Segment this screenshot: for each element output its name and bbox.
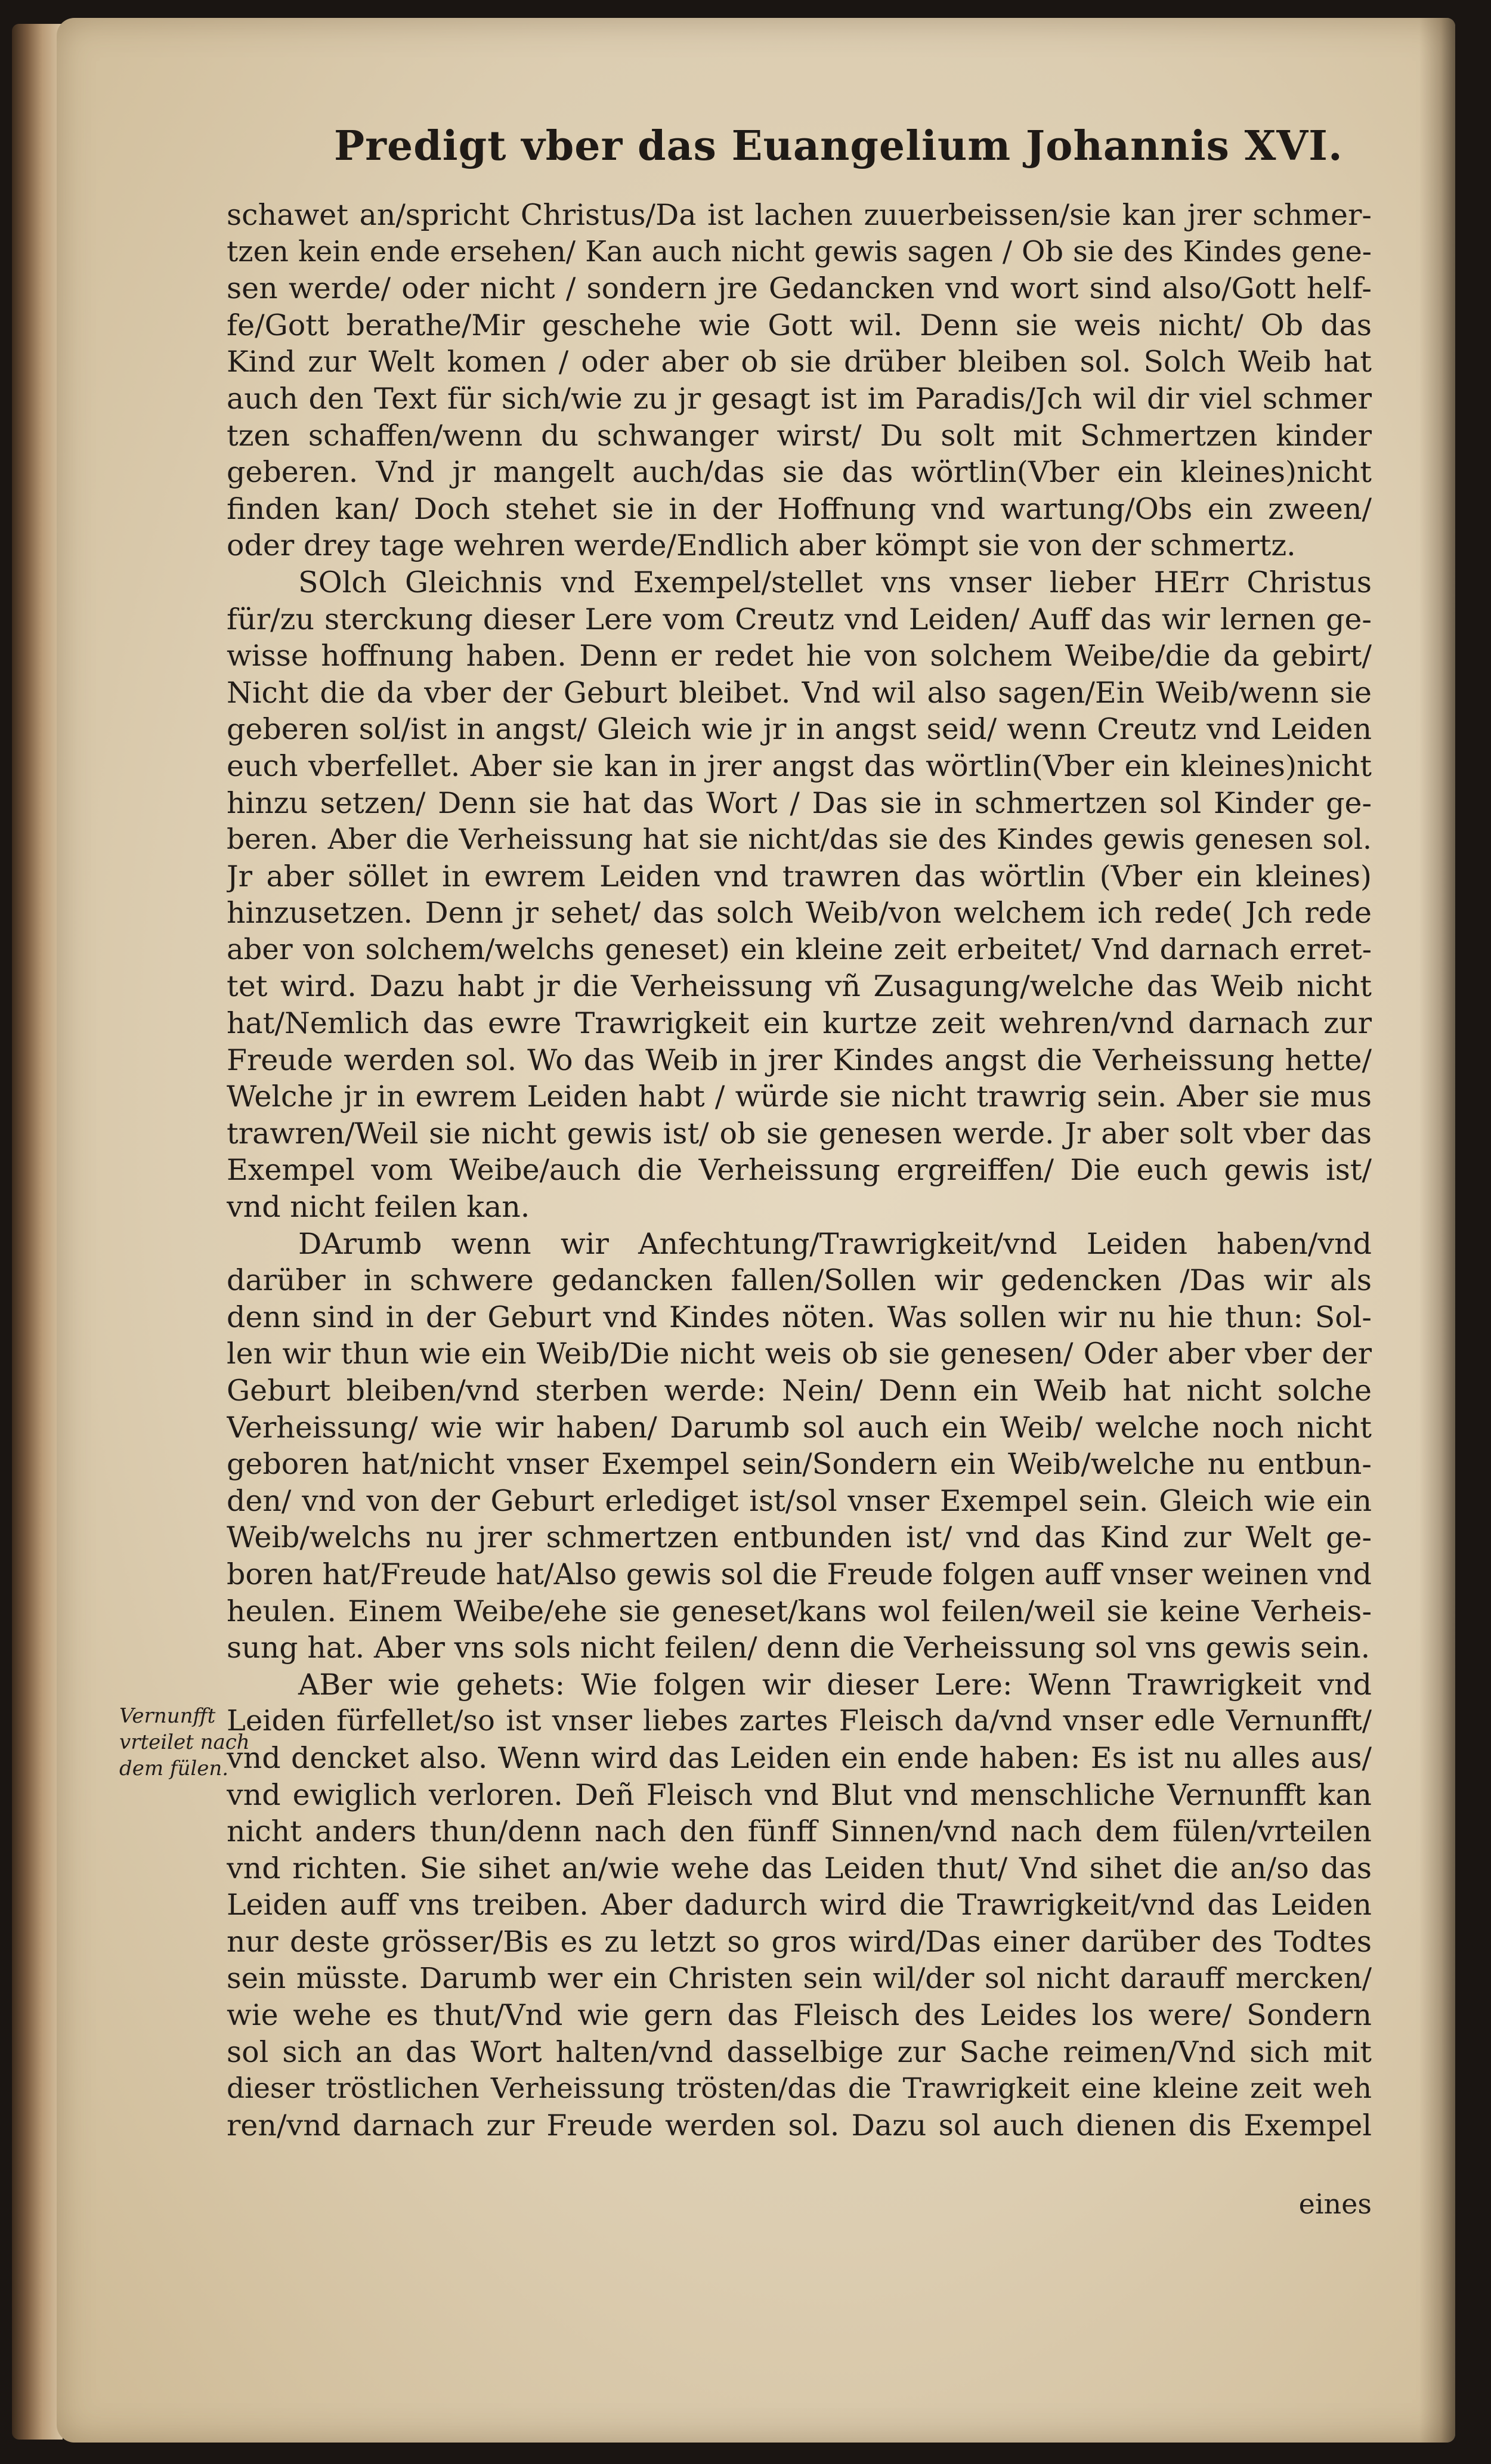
text-line: ren/vnd darnach zur Freude werden sol. Dazu sol auch dienen dis Exempel: [227, 2108, 1372, 2143]
text-line: hinzusetzen. Denn jr sehet/ das solch Weib/von welchem ich rede( Jch rede: [227, 896, 1372, 930]
catchword: eines: [1298, 2188, 1372, 2220]
page-gutter-shadow: [1419, 18, 1455, 2443]
marginal-note-line: Vernunfft: [119, 1704, 216, 1728]
text-line: Nicht die da vber der Geburt bleibet. Vnd wil also sagen/Ein Weib/wenn sie: [227, 675, 1372, 710]
text-line: euch vberfellet. Aber sie kan in jrer angst das wörtlin(Vber ein kleines)nicht: [227, 749, 1372, 783]
text-line: Exempel vom Weibe/auch die Verheissung ergreiffen/ Die euch gewis ist/: [227, 1153, 1372, 1188]
text-line: trawren/Weil sie nicht gewis ist/ ob sie genesen werde. Jr aber solt vber das: [227, 1116, 1372, 1151]
text-line: hat/Nemlich das ewre Trawrigkeit ein kurtze zeit wehren/vnd darnach zur: [227, 1006, 1372, 1041]
text-line: für/zu sterckung dieser Lere vom Creutz vnd Leiden/ Auff das wir lernen ge-: [227, 602, 1372, 636]
text-line: Kind zur Welt komen / oder aber ob sie drüber bleiben sol. Solch Weib hat: [227, 345, 1372, 379]
text-line: nicht anders thun/denn nach den fünff Sinnen/vnd nach dem fülen/vrteilen: [227, 1814, 1372, 1849]
body-text: [227, 197, 1372, 2183]
text-line: len wir thun wie ein Weib/Die nicht weis ob sie genesen/ Oder aber vber der: [227, 1337, 1372, 1371]
text-line: dieser tröstlichen Verheissung trösten/das die Trawrigkeit eine kleine zeit weh: [227, 2072, 1372, 2106]
page-edge: [12, 24, 63, 2440]
text-line: vnd dencket also. Wenn wird das Leiden ein ende haben: Es ist nu alles aus/: [227, 1740, 1372, 1775]
text-line: hinzu setzen/ Denn sie hat das Wort / Das sie in schmertzen sol Kinder ge-: [227, 786, 1372, 820]
text-line: tet wird. Dazu habt jr die Verheissung vñ Zusagung/welche das Weib nicht: [227, 969, 1372, 1004]
text-line: aber von solchem/welchs geneset) ein kleine zeit erbeitet/ Vnd darnach erret-: [227, 932, 1372, 966]
text-line: heulen. Einem Weibe/ehe sie geneset/kans wol feilen/weil sie keine Verheis-: [227, 1594, 1372, 1628]
marginal-note-line: vrteilet nach: [119, 1730, 250, 1754]
text-line: Welche jr in ewrem Leiden habt / würde sie nicht trawrig sein. Aber sie mus: [227, 1080, 1372, 1114]
text-line: geberen. Vnd jr mangelt auch/das sie das wörtlin(Vber ein kleines)nicht: [227, 455, 1372, 490]
text-line: SOlch Gleichnis vnd Exempel/stellet vns vnser lieber HErr Christus: [298, 565, 1372, 599]
text-line: vnd nicht feilen kan.: [227, 1190, 530, 1225]
text-line: DArumb wenn wir Anfechtung/Trawrigkeit/vnd Leiden haben/vnd: [298, 1226, 1372, 1261]
text-line: vnd richten. Sie sihet an/wie wehe das Leiden thut/ Vnd sihet die an/so das: [227, 1851, 1372, 1885]
text-line: wie wehe es thut/Vnd wie gern das Fleisch des Leides los were/ Sondern: [227, 1998, 1372, 2033]
text-line: tzen kein ende ersehen/ Kan auch nicht gewis sagen / Ob sie des Kindes gene-: [227, 234, 1372, 268]
text-line: wisse hoffnung haben. Denn er redet hie von solchem Weibe/die da gebirt/: [227, 639, 1372, 673]
text-line: Verheissung/ wie wir haben/ Darumb sol auch ein Weib/ welche noch nicht: [227, 1410, 1372, 1445]
text-line: Jr aber söllet in ewrem Leiden vnd trawren das wörtlin (Vber ein kleines): [227, 859, 1372, 894]
text-line: boren hat/Freude hat/Also gewis sol die Freude folgen auff vnser weinen vnd: [227, 1557, 1372, 1591]
text-line: Leiden fürfellet/so ist vnser liebes zartes Fleisch da/vnd vnser edle Vernunfft/: [227, 1704, 1372, 1738]
marginal-note-line: dem fülen.: [119, 1757, 229, 1780]
text-line: Geburt bleiben/vnd sterben werde: Nein/ Denn ein Weib hat nicht solche: [227, 1374, 1372, 1408]
text-line: tzen schaffen/wenn du schwanger wirst/ Du solt mit Schmertzen kinder: [227, 418, 1372, 453]
text-line: nur deste grösser/Bis es zu letzt so gros wird/Das einer darüber des Todtes: [227, 1924, 1372, 1959]
text-line: geberen sol/ist in angst/ Gleich wie jr in angst seid/ wenn Creutz vnd Leiden: [227, 712, 1372, 747]
text-line: beren. Aber die Verheissung hat sie nicht/das sie des Kindes gewis genesen sol.: [227, 823, 1372, 857]
marginal-note: [119, 1703, 280, 1782]
text-line: finden kan/ Doch stehet sie in der Hoffnung vnd wartung/Obs ein zween/: [227, 491, 1372, 526]
text-line: sein müsste. Darumb wer ein Christen sein wil/der sol nicht darauff mercken/: [227, 1961, 1372, 1995]
text-line: Freude werden sol. Wo das Weib in jrer Kindes angst die Verheissung hette/: [227, 1043, 1372, 1077]
text-line: Weib/welchs nu jrer schmertzen entbunden ist/ vnd das Kind zur Welt ge-: [227, 1520, 1372, 1555]
text-line: schawet an/spricht Christus/Da ist lachen zuuerbeissen/sie kan jrer schmer-: [227, 198, 1372, 232]
text-line: sung hat. Aber vns sols nicht feilen/ denn die Verheissung sol vns gewis sein.: [227, 1631, 1371, 1665]
text-line: den/ vnd von der Geburt erlediget ist/sol vnser Exempel sein. Gleich wie ein: [227, 1483, 1372, 1518]
running-header: Predigt vber das Euangelium Johannis XVI.: [334, 122, 1343, 170]
text-line: oder drey tage wehren werde/Endlich aber kömpt sie von der schmertz.: [227, 528, 1296, 563]
text-line: sen werde/ oder nicht / sondern jre Gedancken vnd wort sind also/Gott helf-: [227, 271, 1372, 306]
text-line: sol sich an das Wort halten/vnd dasselbige zur Sache reimen/Vnd sich mit: [227, 2035, 1372, 2069]
text-line: darüber in schwere gedancken fallen/Sollen wir gedencken /Das wir als: [227, 1263, 1372, 1298]
text-line: ABer wie gehets: Wie folgen wir dieser Lere: Wenn Trawrigkeit vnd: [298, 1667, 1372, 1702]
text-line: denn sind in der Geburt vnd Kindes nöten. Was sollen wir nu hie thun: Sol-: [227, 1300, 1372, 1334]
text-line: fe/Gott berathe/Mir geschehe wie Gott wil. Denn sie weis nicht/ Ob das: [227, 308, 1372, 342]
text-line: Leiden auff vns treiben. Aber dadurch wird die Trawrigkeit/vnd das Leiden: [227, 1888, 1372, 1922]
text-line: auch den Text für sich/wie zu jr gesagt ist im Paradis/Jch wil dir viel schmer: [227, 381, 1372, 416]
text-line: geboren hat/nicht vnser Exempel sein/Sondern ein Weib/welche nu entbun-: [227, 1447, 1372, 1482]
text-line: vnd ewiglich verloren. Deñ Fleisch vnd Blut vnd menschliche Vernunfft kan: [227, 1777, 1372, 1812]
